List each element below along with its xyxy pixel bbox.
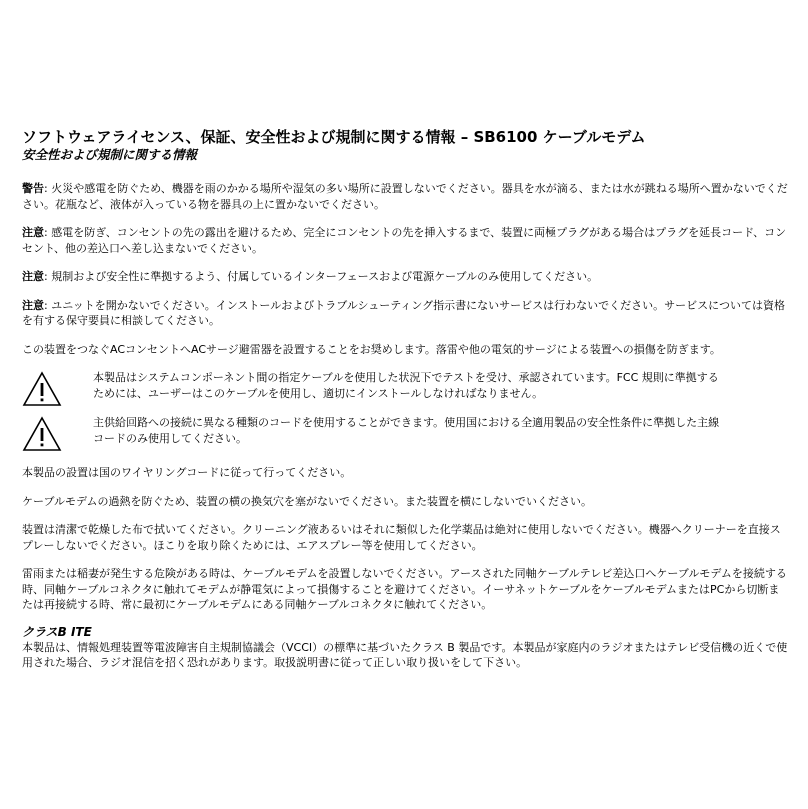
- surge-paragraph: この装置をつなぐACコンセントへACサージ避雷器を設置することをお奨めします。落雷や他の電気的サージによる装置への損傷を防ぎます。: [22, 342, 721, 356]
- caution-paragraph-1: [22, 225, 788, 256]
- class-b-heading: クラスB ITE: [22, 624, 92, 639]
- document-page: [22, 128, 788, 671]
- icon-warning-text: 本製品はシステムコンポーネント間の指定ケーブルを使用した状況下でテストを受け、承認されています。FCC 規則に準拠するためには、ユーザーはこのケーブルを使用し、適切にインストールしなければなりません。: [93, 371, 719, 400]
- caution-label: 注意: [22, 226, 44, 239]
- cleaning-paragraph: 装置は清潔で乾燥した布で拭いてください。クリーニング液あるいはそれに類似した化学薬品は絶対に使用しないでください。機器へクリーナーを直接スプレーしないでください。ほこりを取り除くためには、エアスプレー等を使用してください。: [22, 523, 781, 552]
- thunderstorm-paragraph: 雷雨または稲妻が発生する危険がある時は、ケーブルモデムを設置しないでください。アースされた同軸ケーブルテレビ差込口へケーブルモデムを接続する時、同軸ケーブルコネクタに触れてモデムが静電気によって損傷することを避けてください。イーサネットケーブルをケーブルモデムまたはPCから切断または再接続する時、常に最初にケーブルモデムにある同軸ケーブルコネクタに触れてください。: [22, 567, 787, 611]
- warning-text: : 火災や感電を防ぐため、機器を雨のかかる場所や湿気の多い場所に設置しないでください。器具を水が滴る、または水が跳ねる場所へ置かないでください。花瓶など、液体が入っている物を器具の上に置かないでください。: [22, 182, 788, 211]
- caution-label: 注意: [22, 270, 44, 283]
- warning-triangle-icon: [22, 416, 62, 452]
- warning-triangle-icon: [22, 371, 62, 407]
- overheat-paragraph: ケーブルモデムの過熱を防ぐため、装置の横の換気穴を塞がないでください。また装置を横にしないでいください。: [22, 494, 593, 508]
- class-b-paragraph: 本製品は、情報処理装置等電波障害自主規制協議会（VCCI）の標準に基づいたクラス B 製品です。本製品が家庭内のラジオまたはテレビ受信機の近くで使用された場合、ラジオ混信を招く恐れがあります。取扱説明書に従って正しい取り扱いをして下さい。: [22, 640, 788, 669]
- warning-paragraph: [22, 181, 788, 212]
- document-subtitle: 安全性および規制に関する情報: [22, 147, 198, 162]
- warning-label: 警告: [22, 182, 44, 195]
- icon-warning-row-1: [22, 370, 788, 407]
- caution-paragraph-2: [22, 269, 788, 285]
- wiring-paragraph: 本製品の設置は国のワイヤリングコードに従って行ってください。: [22, 466, 352, 479]
- caution-text: : ユニットを開かないでください。インストールおよびトラブルシューティング指示書にないサービスは行わないでください。サービスについては資格を有する保守要員に相談してください。: [22, 298, 785, 327]
- caution-text: : 感電を防ぎ、コンセントの先の露出を避けるため、完全にコンセントの先を挿入するまで、装置に両極プラグがある場合はプラグを延長コード、コンセント、他の差込口へ差し込まないでください。: [22, 226, 787, 255]
- icon-warning-row-2: [22, 415, 788, 452]
- caution-label: 注意: [22, 298, 44, 312]
- caution-text: : 規制および安全性に準拠するよう、付属しているインターフェースおよび電源ケーブルのみ使用してください。: [44, 270, 599, 283]
- document-title: ソフトウェアライセンス、保証、安全性および規制に関する情報 – SB6100 ケーブルモデム: [22, 128, 646, 146]
- caution-paragraph-3: [22, 298, 788, 329]
- icon-warning-text: 主供給回路への接続に異なる種類のコードを使用することができます。使用国における全適用製品の安全性条件に準拠した主線コードのみ使用してください。: [93, 416, 720, 445]
